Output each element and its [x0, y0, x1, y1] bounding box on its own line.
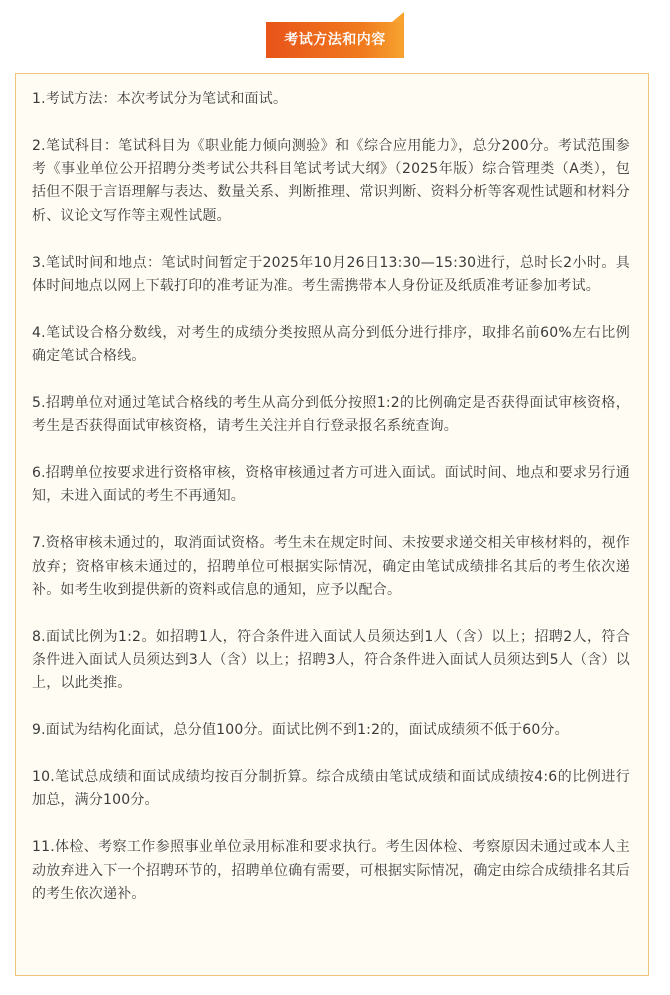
- paragraph-score-calculation: 10.笔试总成绩和面试成绩均按百分制折算。综合成绩由笔试成绩和面试成绩按4:6的比例进行加总，满分100分。: [32, 769, 630, 809]
- banner-corner-decoration: [392, 12, 404, 22]
- paragraph-structured-interview: 9.面试为结构化面试，总分值100分。面试比例不到1:2的，面试成绩须不低于60分。: [32, 722, 569, 739]
- paragraph-written-subjects: 2.笔试科目：笔试科目为《职业能力倾向测验》和《综合应用能力》，总分200分。考试范围参考《事业单位公开招聘分类考试公共科目笔试考试大纲》（2025年版）综合管理类（A类），包括但不限于言语理解与表达、数量关系、判断推理、常识判断、资料分析等客观性试题和材料分析、议论文写作等主观性试题。: [32, 138, 630, 224]
- section-title: 考试方法和内容: [266, 22, 404, 58]
- paragraph-review-failure: 7.资格审核未通过的，取消面试资格。考生未在规定时间、未按要求递交相关审核材料的，视作放弃；资格审核未通过的，招聘单位可根据实际情况，确定由笔试成绩排名其后的考生依次递补。如考生收到提供新的资料或信息的通知，应予以配合。: [32, 535, 630, 598]
- paragraph-medical-examination: 11.体检、考察工作参照事业单位录用标准和要求执行。考生因体检、考察原因未通过或本人主动放弃进入下一个招聘环节的，招聘单位确有需要，可根据实际情况，确定由综合成绩排名其后的考生依次递补。: [32, 839, 630, 902]
- section-header: [0, 0, 670, 70]
- paragraph-passing-line: 4.笔试设合格分数线，对考生的成绩分类按照从高分到低分进行排序，取排名前60%左右比例确定笔试合格线。: [32, 324, 630, 365]
- paragraph-interview-ratio: 8.面试比例为1:2。如招聘1人，符合条件进入面试人员须达到1人（含）以上；招聘2人，符合条件进入面试人员须达到3人（含）以上；招聘3人，符合条件进入面试人员须达到5人（含）以上，以此类推。: [32, 628, 630, 692]
- paragraph-written-time-location: 3.笔试时间和地点：笔试时间暂定于2025年10月26日13:30—15:30进行，总时长2小时。具体时间地点以网上下载打印的准考证为准。考生需携带本人身份证及纸质准考证参加考试。: [32, 254, 630, 294]
- paragraph-interview-eligibility: 5.招聘单位对通过笔试合格线的考生从高分到低分按照1:2的比例确定是否获得面试审核资格，考生是否获得面试审核资格，请考生关注并自行登录报名系统查询。: [32, 395, 630, 435]
- exam-content-box: [15, 73, 649, 976]
- paragraph-qualification-review: 6.招聘单位按要求进行资格审核，资格审核通过者方可进入面试。面试时间、地点和要求另行通知，未进入面试的考生不再通知。: [32, 465, 630, 505]
- paragraph-exam-method: 1.考试方法：本次考试分为笔试和面试。: [32, 91, 288, 107]
